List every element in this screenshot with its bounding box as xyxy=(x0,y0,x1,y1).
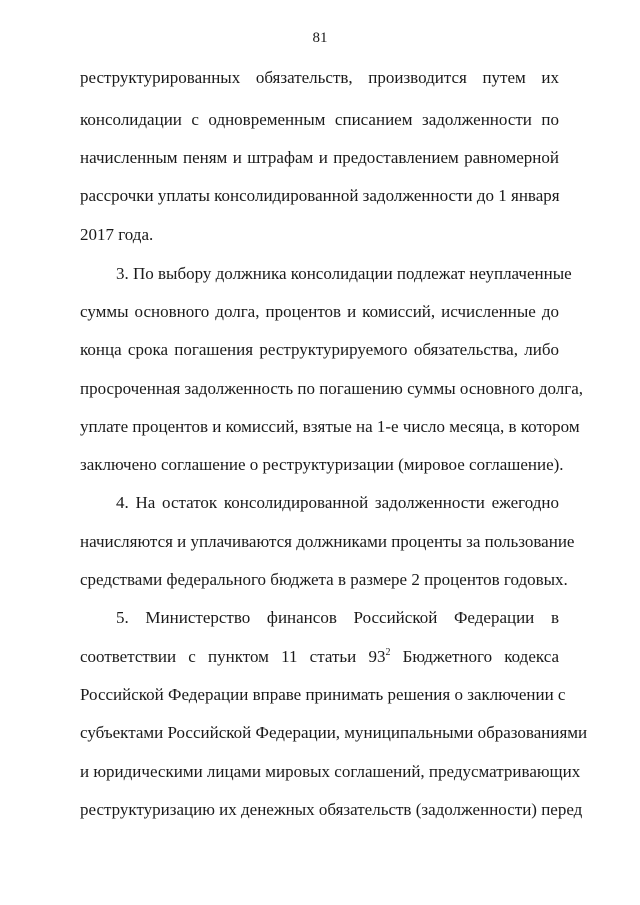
paragraph-line: рассрочки уплаты консолидированной задолженности до 1 января xyxy=(80,186,560,205)
article-reference xyxy=(368,647,390,666)
paragraph-line: субъектами Российской Федерации, муниципальными образованиями xyxy=(80,723,588,742)
article-superscript: 2 xyxy=(385,647,391,658)
paragraph-line: и юридическими лицами мировых соглашений, предусматривающих xyxy=(80,762,581,781)
paragraph-line: 5. Министерство финансов Российской Федерации в xyxy=(116,608,559,627)
paragraph-line: суммы основного долга, процентов и комиссий, исчисленные до xyxy=(80,302,559,321)
paragraph-line: Российской Федерации вправе принимать решения о заключении с xyxy=(80,685,566,704)
paragraph-line: 4. На остаток консолидированной задолженности ежегодно xyxy=(116,493,559,512)
paragraph-line: начисленным пеням и штрафам и предоставлением равномерной xyxy=(80,148,559,167)
paragraph-line: 3. По выбору должника консолидации подлежат неуплаченные xyxy=(116,264,572,283)
paragraph-line: средствами федерального бюджета в размере 2 процентов годовых. xyxy=(80,570,568,589)
paragraph-line: заключено соглашение о реструктуризации (мировое соглашение). xyxy=(80,455,564,474)
text-segment: соответствии с пунктом 11 статьи xyxy=(80,647,357,666)
paragraph-line: начисляются и уплачиваются должниками проценты за пользование xyxy=(80,532,575,551)
page-number: 81 xyxy=(312,30,328,46)
paragraph-line: консолидации с одновременным списанием задолженности по xyxy=(80,110,559,129)
paragraph-line: реструктуризацию их денежных обязательств (задолженности) перед xyxy=(80,800,583,819)
paragraph-line: реструктурированных обязательств, производится путем их xyxy=(80,68,559,87)
article-number: 93 xyxy=(368,647,386,666)
paragraph-line: просроченная задолженность по погашению суммы основного долга, xyxy=(80,379,584,398)
paragraph-line: 2017 года. xyxy=(80,225,154,244)
paragraph-line: уплате процентов и комиссий, взятые на 1-е число месяца, в котором xyxy=(80,417,580,436)
paragraph-line: конца срока погашения реструктурируемого обязательства, либо xyxy=(80,340,559,359)
text-segment: Бюджетного кодекса xyxy=(402,647,560,666)
paragraph-line-with-reference xyxy=(80,645,559,669)
